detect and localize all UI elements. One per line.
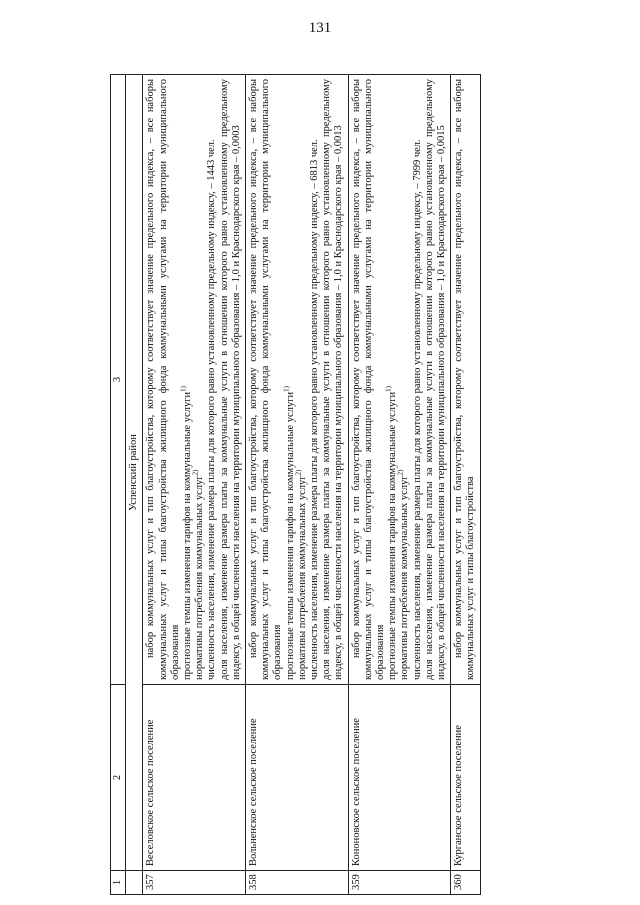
header-row: [111, 75, 126, 895]
description-text: численность населения, изменение размера платы для которого равно установленному предельному индексу, – 1443 чел.: [206, 139, 218, 680]
row-number: 359: [348, 871, 451, 895]
description-line: [424, 79, 448, 680]
table-row: [143, 75, 246, 895]
description-text: прогнозные темпы изменения тарифов на коммунальные услуги: [182, 391, 194, 680]
district-name: Успенский район: [126, 75, 143, 871]
description-line: [145, 79, 182, 680]
settlement-name: Вольненское сельское поселение: [246, 685, 349, 871]
footnote-marker: 2): [191, 469, 200, 476]
description-line: [294, 79, 309, 680]
footnote-marker: 1): [179, 386, 188, 392]
description-line: [179, 79, 194, 680]
description-line: [412, 79, 424, 680]
description-text: набор коммунальных услуг и тип благоустройства, которому соответствует значение предельного индекса, – все наборы коммунальных услуг и типы благоустройства: [453, 79, 477, 680]
description-text: набор коммунальных услуг и тип благоустройства, которому соответствует значение предельного индекса, – все наборы коммунальных услуг и типы благоустройства жилищного фонда коммунальными услугами на территории муниципального образования: [248, 79, 284, 680]
description-text: нормативы потребления коммунальных услуг: [399, 475, 411, 680]
description-line: [384, 79, 399, 680]
row-number: 360: [451, 871, 480, 895]
row-number: 358: [246, 871, 349, 895]
description-line: [219, 79, 243, 680]
settlement-description: [143, 75, 246, 685]
description-text: набор коммунальных услуг и тип благоустройства, которому соответствует значение предельного индекса, – все наборы коммунальных услуг и типы благоустройства жилищного фонда коммунальными услугами на территории муниципального образования: [350, 79, 387, 680]
footnote-marker: 2): [294, 469, 303, 476]
description-line: [191, 79, 206, 680]
footnote-marker: 2): [396, 469, 405, 476]
tariff-table: [110, 74, 481, 895]
settlement-name: Курганское сельское поселение: [451, 685, 480, 871]
footnote-marker: 1): [384, 386, 393, 392]
description-line: [351, 79, 388, 680]
table-body: [126, 75, 480, 895]
header-col-2: 2: [111, 685, 126, 871]
header-col-3: 3: [111, 75, 126, 685]
description-line: [206, 79, 218, 680]
settlement-name: Веселовское сельское поселение: [143, 685, 246, 871]
page-number: 131: [308, 20, 332, 36]
description-text: доля населения, изменение размера платы за коммунальные услуги в отношении которого равно установленному предельному индексу, в общей численности населения на территории муниципального образования – 1,0 и Краснодарского края – 0,0003: [218, 79, 242, 680]
table-row: [246, 75, 349, 895]
description-text: нормативы потребления коммунальных услуг: [296, 475, 308, 680]
description-text: нормативы потребления коммунальных услуг: [194, 475, 206, 680]
description-text: набор коммунальных услуг и тип благоустройства, которому соответствует значение предельного индекса, – все наборы коммунальных услуг и типы благоустройства жилищного фонда коммунальными услугами на территории муниципального образования: [145, 79, 181, 680]
district-row: [126, 75, 143, 895]
settlement-description: [451, 75, 480, 685]
description-text: численность населения, изменение размера платы для которого равно установленному предельному индексу, – 7999 чел.: [411, 139, 423, 680]
description-line: [321, 79, 345, 680]
rotated-page-content: [110, 75, 610, 895]
row-number: 357: [143, 871, 246, 895]
description-line: [396, 79, 411, 680]
header-col-1: 1: [111, 871, 126, 895]
settlement-description: [348, 75, 451, 685]
table-row: [451, 75, 480, 895]
table-row: [348, 75, 451, 895]
settlement-description: [246, 75, 349, 685]
table-frame: [110, 75, 610, 895]
description-text: доля населения, изменение размера платы за коммунальные услуги в отношении которого равно установленному предельному индексу, в общей численности населения на территории муниципального образования – 1,0 и Краснодарского края – 0,0015: [423, 79, 448, 680]
description-text: доля населения, изменение размера платы за коммунальные услуги в отношении которого равно установленному предельному индексу, в общей численности населения на территории муниципального образования – 1,0 и Краснодарского края – 0,0013: [321, 79, 345, 680]
description-line: [309, 79, 321, 680]
description-text: прогнозные темпы изменения тарифов на коммунальные услуги: [284, 391, 296, 680]
footnote-marker: 1): [282, 386, 291, 392]
settlement-name: Кононовское сельское поселение: [348, 685, 451, 871]
description-line: [453, 79, 477, 680]
description-text: численность населения, изменение размера платы для которого равно установленному предельному индексу, – 6813 чел.: [309, 139, 321, 680]
description-text: прогнозные темпы изменения тарифов на коммунальные услуги: [387, 391, 399, 680]
description-line: [248, 79, 285, 680]
description-line: [282, 79, 297, 680]
